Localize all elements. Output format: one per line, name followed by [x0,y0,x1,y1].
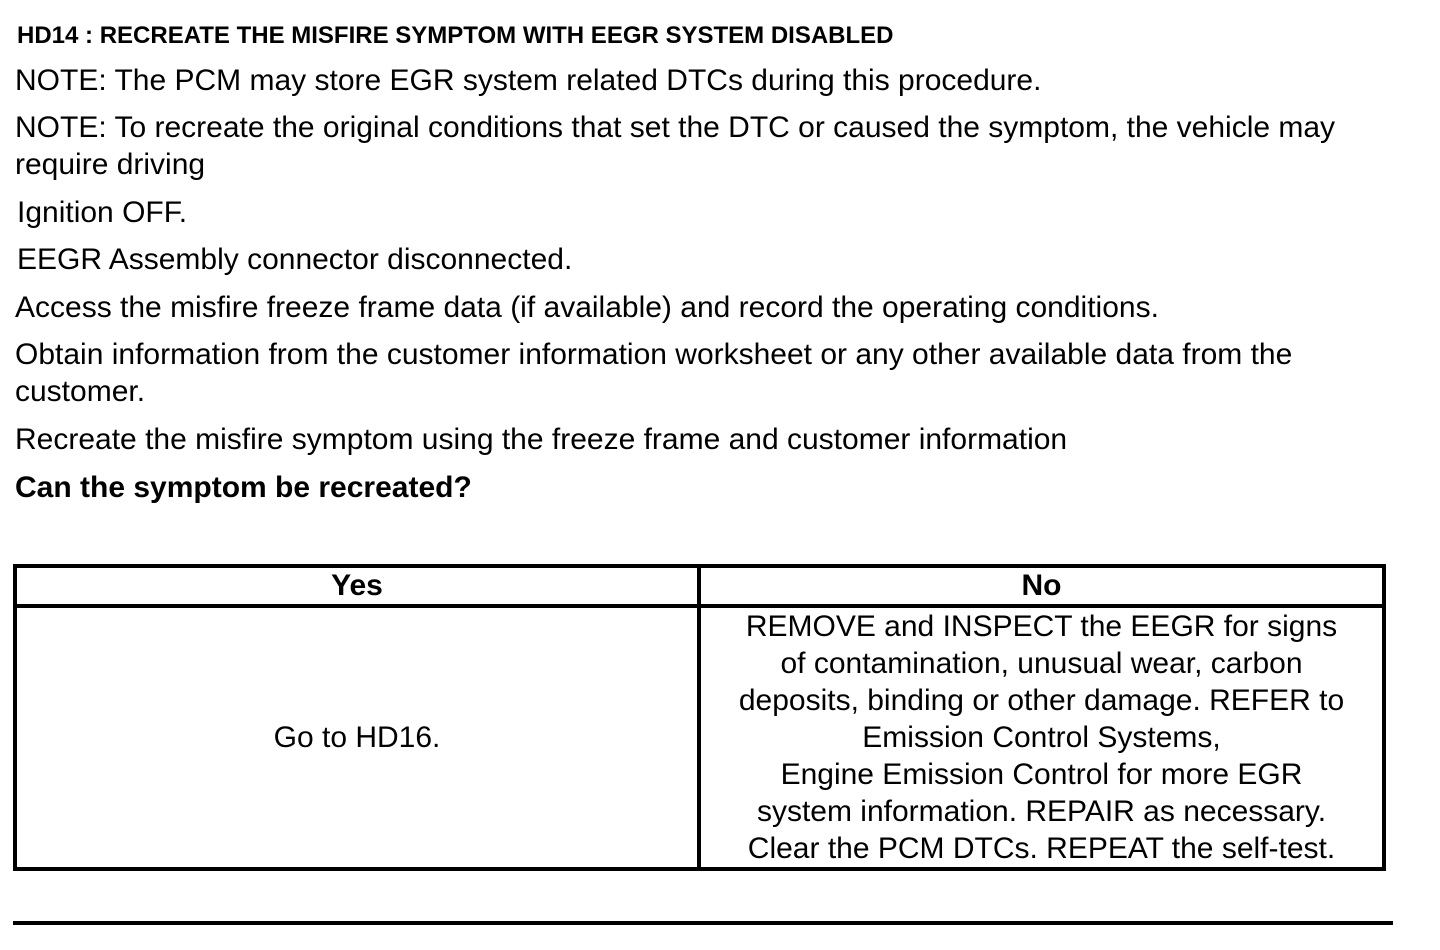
no-action: REMOVE and INSPECT the EEGR for signs of contamination, unusual wear, carbon deposits, binding or other damage. REFER to Emission Control Systems, Engine Emission Control for more EGR system information. REPAIR as necessary. Clear the PCM DTCs. REPEAT the self-test. [699,606,1384,869]
step-obtain-customer-info: Obtain information from the customer information worksheet or any other available data from the customer. [15,338,1293,408]
note-recreate-conditions: NOTE: To recreate the original conditions that set the DTC or caused the symptom, the vehicle may require driving [15,111,1336,181]
yes-action: Go to HD16. [15,606,699,869]
note-pcm-dtcs: NOTE: The PCM may store EGR system related DTCs during this procedure. [15,64,1042,97]
decision-table [13,564,1386,871]
page-divider [13,921,1393,925]
yes-column-header: Yes [15,566,699,606]
no-column-header: No [699,566,1384,606]
step-ignition-off: Ignition OFF. [17,196,188,229]
decision-table-header-row [15,566,1384,606]
step-eegr-disconnected: EEGR Assembly connector disconnected. [17,243,573,276]
step-access-freeze-frame: Access the misfire freeze frame data (if available) and record the operating conditions. [15,291,1159,324]
decision-table-row [15,606,1384,869]
decision-question: Can the symptom be recreated? [15,471,472,504]
procedure-heading: HD14 : RECREATE THE MISFIRE SYMPTOM WITH EEGR SYSTEM DISABLED [17,22,894,49]
step-recreate-symptom: Recreate the misfire symptom using the freeze frame and customer information [15,423,1068,456]
